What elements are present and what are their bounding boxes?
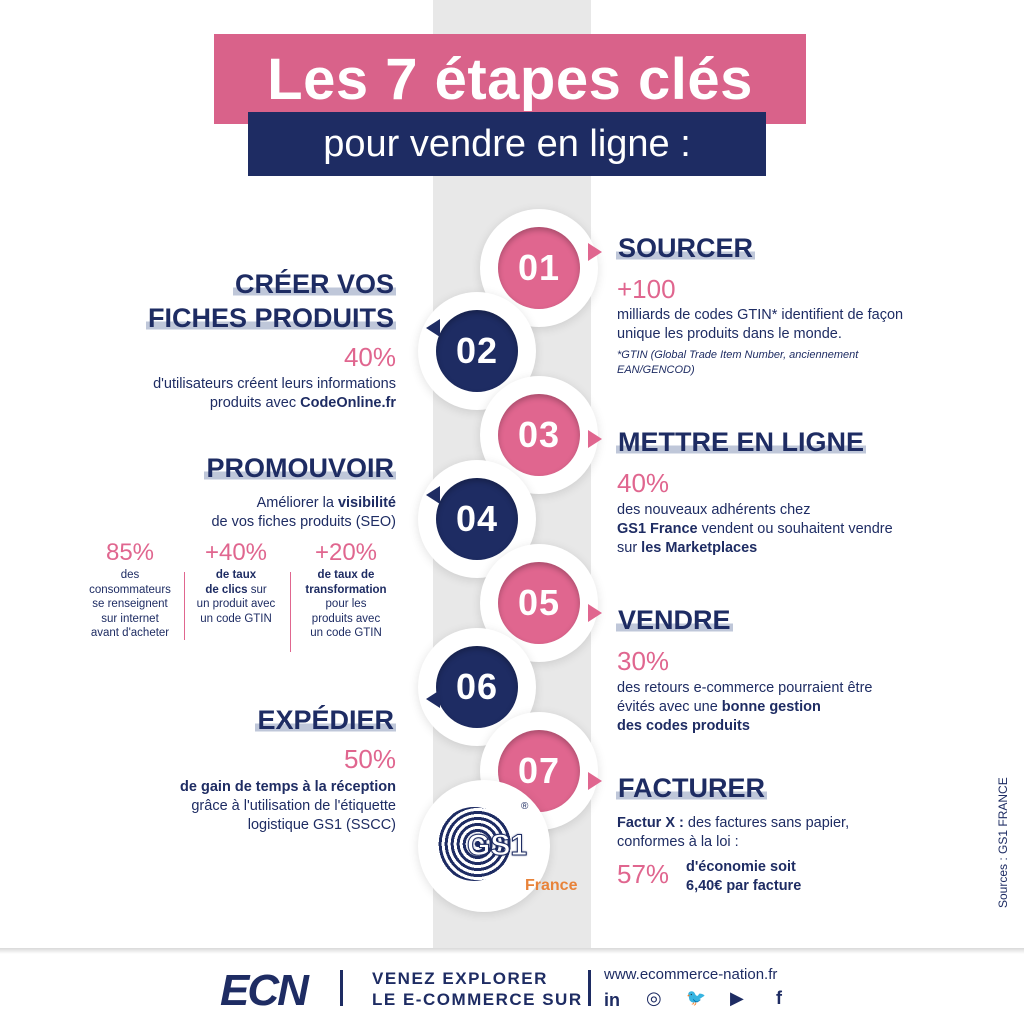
heading-vendre: VENDRE (618, 605, 731, 635)
gs1-france-label: France (525, 877, 578, 894)
note-gtin: *GTIN (Global Trade Item Number, anciennement EAN/GENCOD) (617, 349, 859, 376)
text-facturer-stat: d'économie soit 6,40€ par facture (686, 859, 802, 894)
youtube-icon[interactable]: ▶ (730, 988, 744, 1008)
text-facturer: Factur X : des factures sans papier, conformes à la loi : (617, 815, 850, 850)
text-vendre: des retours e-commerce pourraient être évités avec une bonne gestion des codes produits (617, 680, 873, 734)
title-banner (214, 34, 806, 124)
subtitle-banner (248, 112, 766, 176)
registered-mark: ® (521, 801, 529, 812)
step-02-pointer (426, 319, 440, 337)
stat-creer: 40% (343, 342, 396, 372)
footer-divider-2 (588, 970, 591, 1006)
linkedin-icon[interactable]: in (604, 990, 620, 1010)
ecn-logo[interactable]: ECN (220, 966, 307, 1015)
heading-promouvoir: PROMOUVOIR (206, 453, 394, 483)
page-title: Les 7 étapes clés (267, 46, 753, 112)
stat-facturer: 57% (617, 859, 670, 889)
stat-expedier: 50% (343, 744, 396, 774)
footer (0, 954, 1024, 1024)
step-02-number: 02 (436, 310, 518, 392)
step-05-number: 05 (498, 562, 580, 644)
heading-mettre-en-ligne: METTRE EN LIGNE (618, 427, 865, 457)
heading-sourcer: SOURCER (618, 233, 754, 263)
footer-divider-1 (340, 970, 343, 1006)
stat-vendre: 30% (617, 646, 670, 676)
promo-stat-col-2: +40% de taux de clics sur un produit avec un code GTIN (196, 539, 276, 625)
text-promouvoir: Améliorer la visibilité de vos fiches produits (SEO) (211, 495, 396, 530)
heading-expedier: EXPÉDIER (257, 705, 394, 735)
promo-stat-col-3: +20% de taux de transformation pour les produits avec un code GTIN (305, 539, 387, 639)
step-04-number: 04 (436, 478, 518, 560)
text-creer: d'utilisateurs créent leurs informations produits avec CodeOnline.fr (153, 376, 396, 411)
step-01-pointer (588, 243, 602, 261)
step-01-number: 01 (498, 227, 580, 309)
promo-divider-2 (290, 572, 291, 652)
heading-facturer: FACTURER (618, 773, 765, 803)
heading-creer-line2: FICHES PRODUITS (147, 303, 394, 333)
twitter-icon[interactable]: 🐦 (686, 990, 706, 1007)
promo-divider-1 (184, 572, 185, 640)
step-05-pointer (588, 604, 602, 622)
footer-tagline: VENEZ EXPLORER LE E-COMMERCE SUR (372, 969, 583, 1009)
footer-url-link[interactable]: www.ecommerce-nation.fr (604, 966, 778, 983)
stat-mettre-en-ligne: 40% (617, 468, 670, 498)
step-07-number: 07 (498, 730, 580, 812)
text-sourcer: milliards de codes GTIN* identifient de façon unique les produits dans le monde. (617, 307, 904, 342)
step-06-number: 06 (436, 646, 518, 728)
stat-sourcer: +100 (617, 274, 676, 304)
step-07-pointer (588, 772, 602, 790)
step-06-pointer (426, 690, 440, 708)
step-03-number: 03 (498, 394, 580, 476)
instagram-icon[interactable]: ◎ (646, 988, 662, 1008)
heading-creer-line1: CRÉER VOS (234, 269, 394, 299)
step-04-pointer (426, 486, 440, 504)
page-subtitle: pour vendre en ligne : (323, 122, 691, 165)
facebook-icon[interactable]: f (776, 988, 782, 1008)
promo-stat-col-1: 85% des consommateurs se renseignent sur internet avant d'acheter (89, 539, 171, 639)
gs1-logo (429, 791, 578, 901)
text-mettre-en-ligne: des nouveaux adhérents chez GS1 France vendent ou souhaitent vendre sur les Marketplaces (617, 502, 893, 556)
sources-label: Sources : GS1 FRANCE (996, 777, 1010, 908)
gs1-logo-circle (418, 780, 578, 912)
gs1-logo-text: GS1 (467, 829, 528, 862)
step-03-pointer (588, 430, 602, 448)
text-expedier: de gain de temps à la réception grâce à l'utilisation de l'étiquette logistique GS1 (SSCC) (180, 779, 396, 833)
